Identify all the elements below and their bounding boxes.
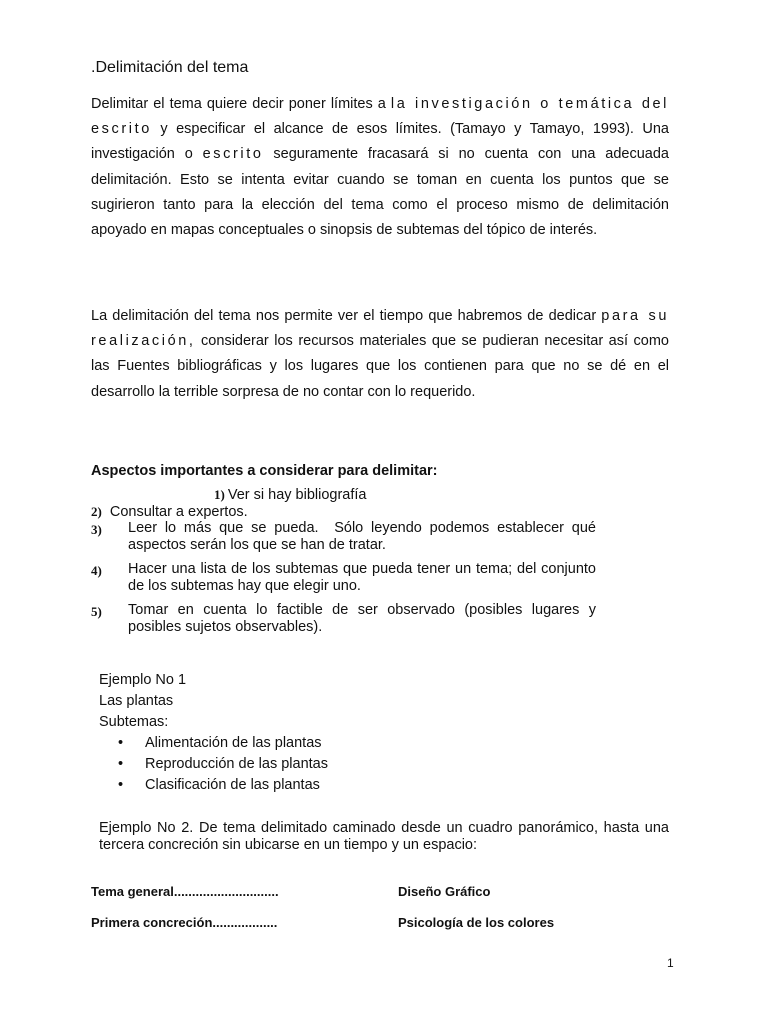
bullet-icon: • bbox=[118, 756, 124, 772]
p1-text-3: seguramente fracasará si no cuenta con una adecuada delimitación. Esto se intenta evitar cuando se toman en cuenta los puntos que se sugirieron tanto para la elección del tema como el proceso mismo de delimitación apoyado en mapas conceptuales o sinopsis de subtemas del tópico de interés. bbox=[91, 146, 669, 239]
p1-text-2: y especificar el alcance de esos límites. (Tamayo y Tamayo, 1993). Una investigación o bbox=[91, 121, 669, 163]
example-1 bbox=[99, 670, 186, 733]
aspects-heading: Aspectos importantes a considerar para delimitar: bbox=[91, 463, 438, 479]
page-number: 1 bbox=[667, 956, 674, 970]
example-1-topic: Las plantas bbox=[99, 693, 174, 709]
list-item bbox=[118, 775, 328, 796]
aspect-item-text: Leer lo más que se pueda. Sólo leyendo podemos establecer qué aspectos serán los que se han de tratar. bbox=[128, 520, 617, 553]
table-row-label: Primera concreción.................. bbox=[91, 915, 278, 930]
aspect-item-number: 5) bbox=[91, 604, 102, 619]
aspect-item-text: Hacer una lista de los subtemas que pueda tener un tema; del conjunto de los subtemas hay que elegir uno. bbox=[128, 561, 596, 594]
aspect-item-text: Tomar en cuenta lo factible de ser observado (posibles lugares y posibles sujetos observables). bbox=[128, 602, 596, 635]
aspect-item bbox=[91, 503, 248, 521]
subtopic-text: Reproducción de las plantas bbox=[145, 756, 328, 772]
aspect-item-number: 1) bbox=[214, 487, 225, 502]
bullet-icon: • bbox=[118, 777, 124, 793]
list-item bbox=[118, 754, 328, 775]
table-row-value: Psicología de los colores bbox=[398, 915, 555, 930]
p2-spaced-text: para su realización, bbox=[91, 308, 669, 350]
aspect-item-number: 4) bbox=[91, 563, 102, 578]
aspect-item-number: 2) bbox=[91, 504, 102, 519]
subtopic-text: Clasificación de las plantas bbox=[145, 777, 320, 793]
aspect-item-text: Consultar a expertos. bbox=[109, 504, 248, 520]
paragraph-delimitar bbox=[91, 92, 669, 243]
bullet-icon: • bbox=[118, 735, 124, 751]
p2-text-2: considerar los recursos materiales que se pudieran necesitar así como las Fuentes bibliográficas y los lugares que los contienen para que no se dé en el desarrollo la terrible sorpresa de no contar con lo requerido. bbox=[91, 333, 669, 400]
list-item bbox=[118, 733, 328, 754]
p2-text-1: La delimitación del tema nos permite ver el tiempo que habremos de dedicar bbox=[91, 308, 602, 324]
aspect-item-number: 3) bbox=[91, 522, 102, 537]
example-1-title: Ejemplo No 1 bbox=[99, 672, 187, 688]
aspect-item bbox=[91, 602, 596, 636]
aspect-item-text: Ver si hay bibliografía bbox=[227, 487, 367, 503]
aspect-item bbox=[91, 561, 596, 595]
aspect-item bbox=[214, 486, 366, 504]
subtopics-list bbox=[118, 733, 328, 796]
p1-spaced-text-2: escrito bbox=[202, 146, 264, 163]
aspect-item bbox=[91, 520, 617, 554]
example-2-text: Ejemplo No 2. De tema delimitado caminado desde un cuadro panorámico, hasta una tercera concreción sin ubicarse en un tiempo y un espacio: bbox=[99, 820, 669, 853]
p1-spaced-text-1: la investigación o temática del escrito bbox=[91, 96, 669, 138]
example-1-subtopics-label: Subtemas: bbox=[99, 714, 169, 730]
table-row-value: Diseño Gráfico bbox=[398, 884, 491, 899]
table-row-label: Tema general............................. bbox=[91, 884, 279, 899]
subtopic-text: Alimentación de las plantas bbox=[145, 735, 322, 751]
p1-text-1: Delimitar el tema quiere decir poner límites a bbox=[91, 96, 391, 112]
paragraph-delimitacion bbox=[91, 304, 669, 405]
section-heading: .Delimitación del tema bbox=[91, 59, 249, 76]
